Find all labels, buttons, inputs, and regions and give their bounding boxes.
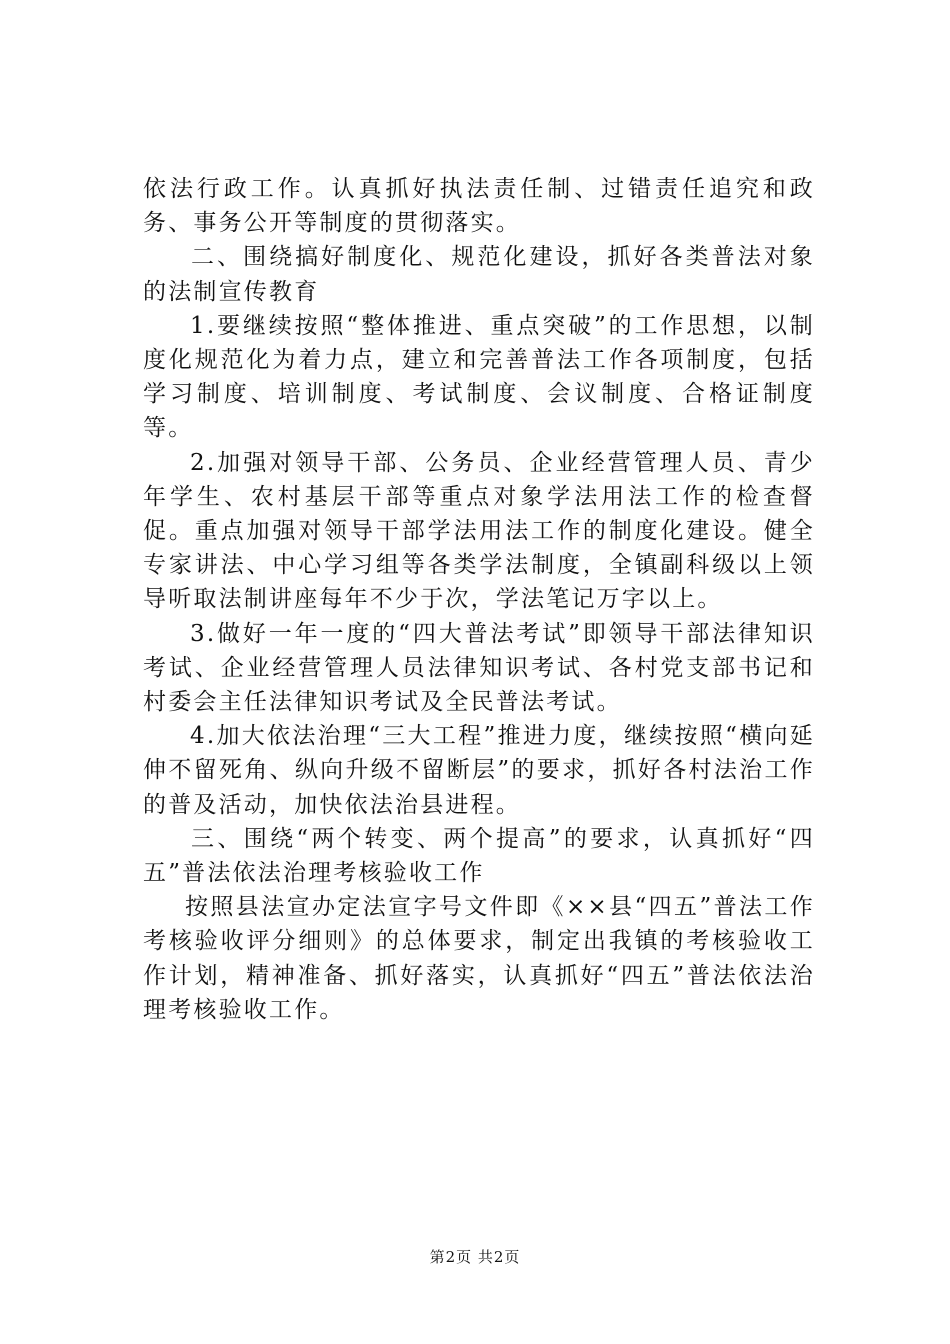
list-item-1: 1.要继续按照“整体推进、重点突破”的工作思想，以制度化规范化为着力点，建立和完善普法工作各项制度，包括学习制度、培训制度、考试制度、会议制度、合格证制度等。	[143, 312, 815, 442]
body-paragraph: 按照县法宣办定法宣字号文件即《××县“四五”普法工作考核验收评分细则》的总体要求，制定出我镇的考核验收工作计划，精神准备、抓好落实，认真抓好“四五”普法依法治理考核验收工作。	[143, 894, 815, 1023]
page-footer: 第2页 共2页	[429, 1248, 521, 1266]
list-item-4: 4.加大依法治理“三大工程”推进力度，继续按照“横向延伸不留死角、纵向升级不留断层”的要求，抓好各村法治工作的普及活动，加快依法治县进程。	[143, 723, 815, 818]
paragraph-continuation: 依法行政工作。认真抓好执法责任制、过错责任追究和政务、事务公开等制度的贯彻落实。	[143, 176, 815, 237]
section-heading-two: 二、围绕搞好制度化、规范化建设，抓好各类普法对象的法制宣传教育	[143, 244, 815, 305]
list-item-2: 2.加强对领导干部、公务员、企业经营管理人员、青少年学生、农村基层干部等重点对象学法用法工作的检查督促。重点加强对领导干部学法用法工作的制度化建设。健全专家讲法、中心学习组等各类学法制度，全镇副科级以上领导听取法制讲座每年不少于次，学法笔记万字以上。	[143, 449, 815, 613]
list-item-3: 3.做好一年一度的“四大普法考试”即领导干部法律知识考试、企业经营管理人员法律知识考试、各村党支部书记和村委会主任法律知识考试及全民普法考试。	[143, 620, 815, 716]
section-heading-three: 三、围绕“两个转变、两个提高”的要求，认真抓好“四五”普法依法治理考核验收工作	[143, 825, 815, 887]
document-body	[143, 172, 815, 1027]
